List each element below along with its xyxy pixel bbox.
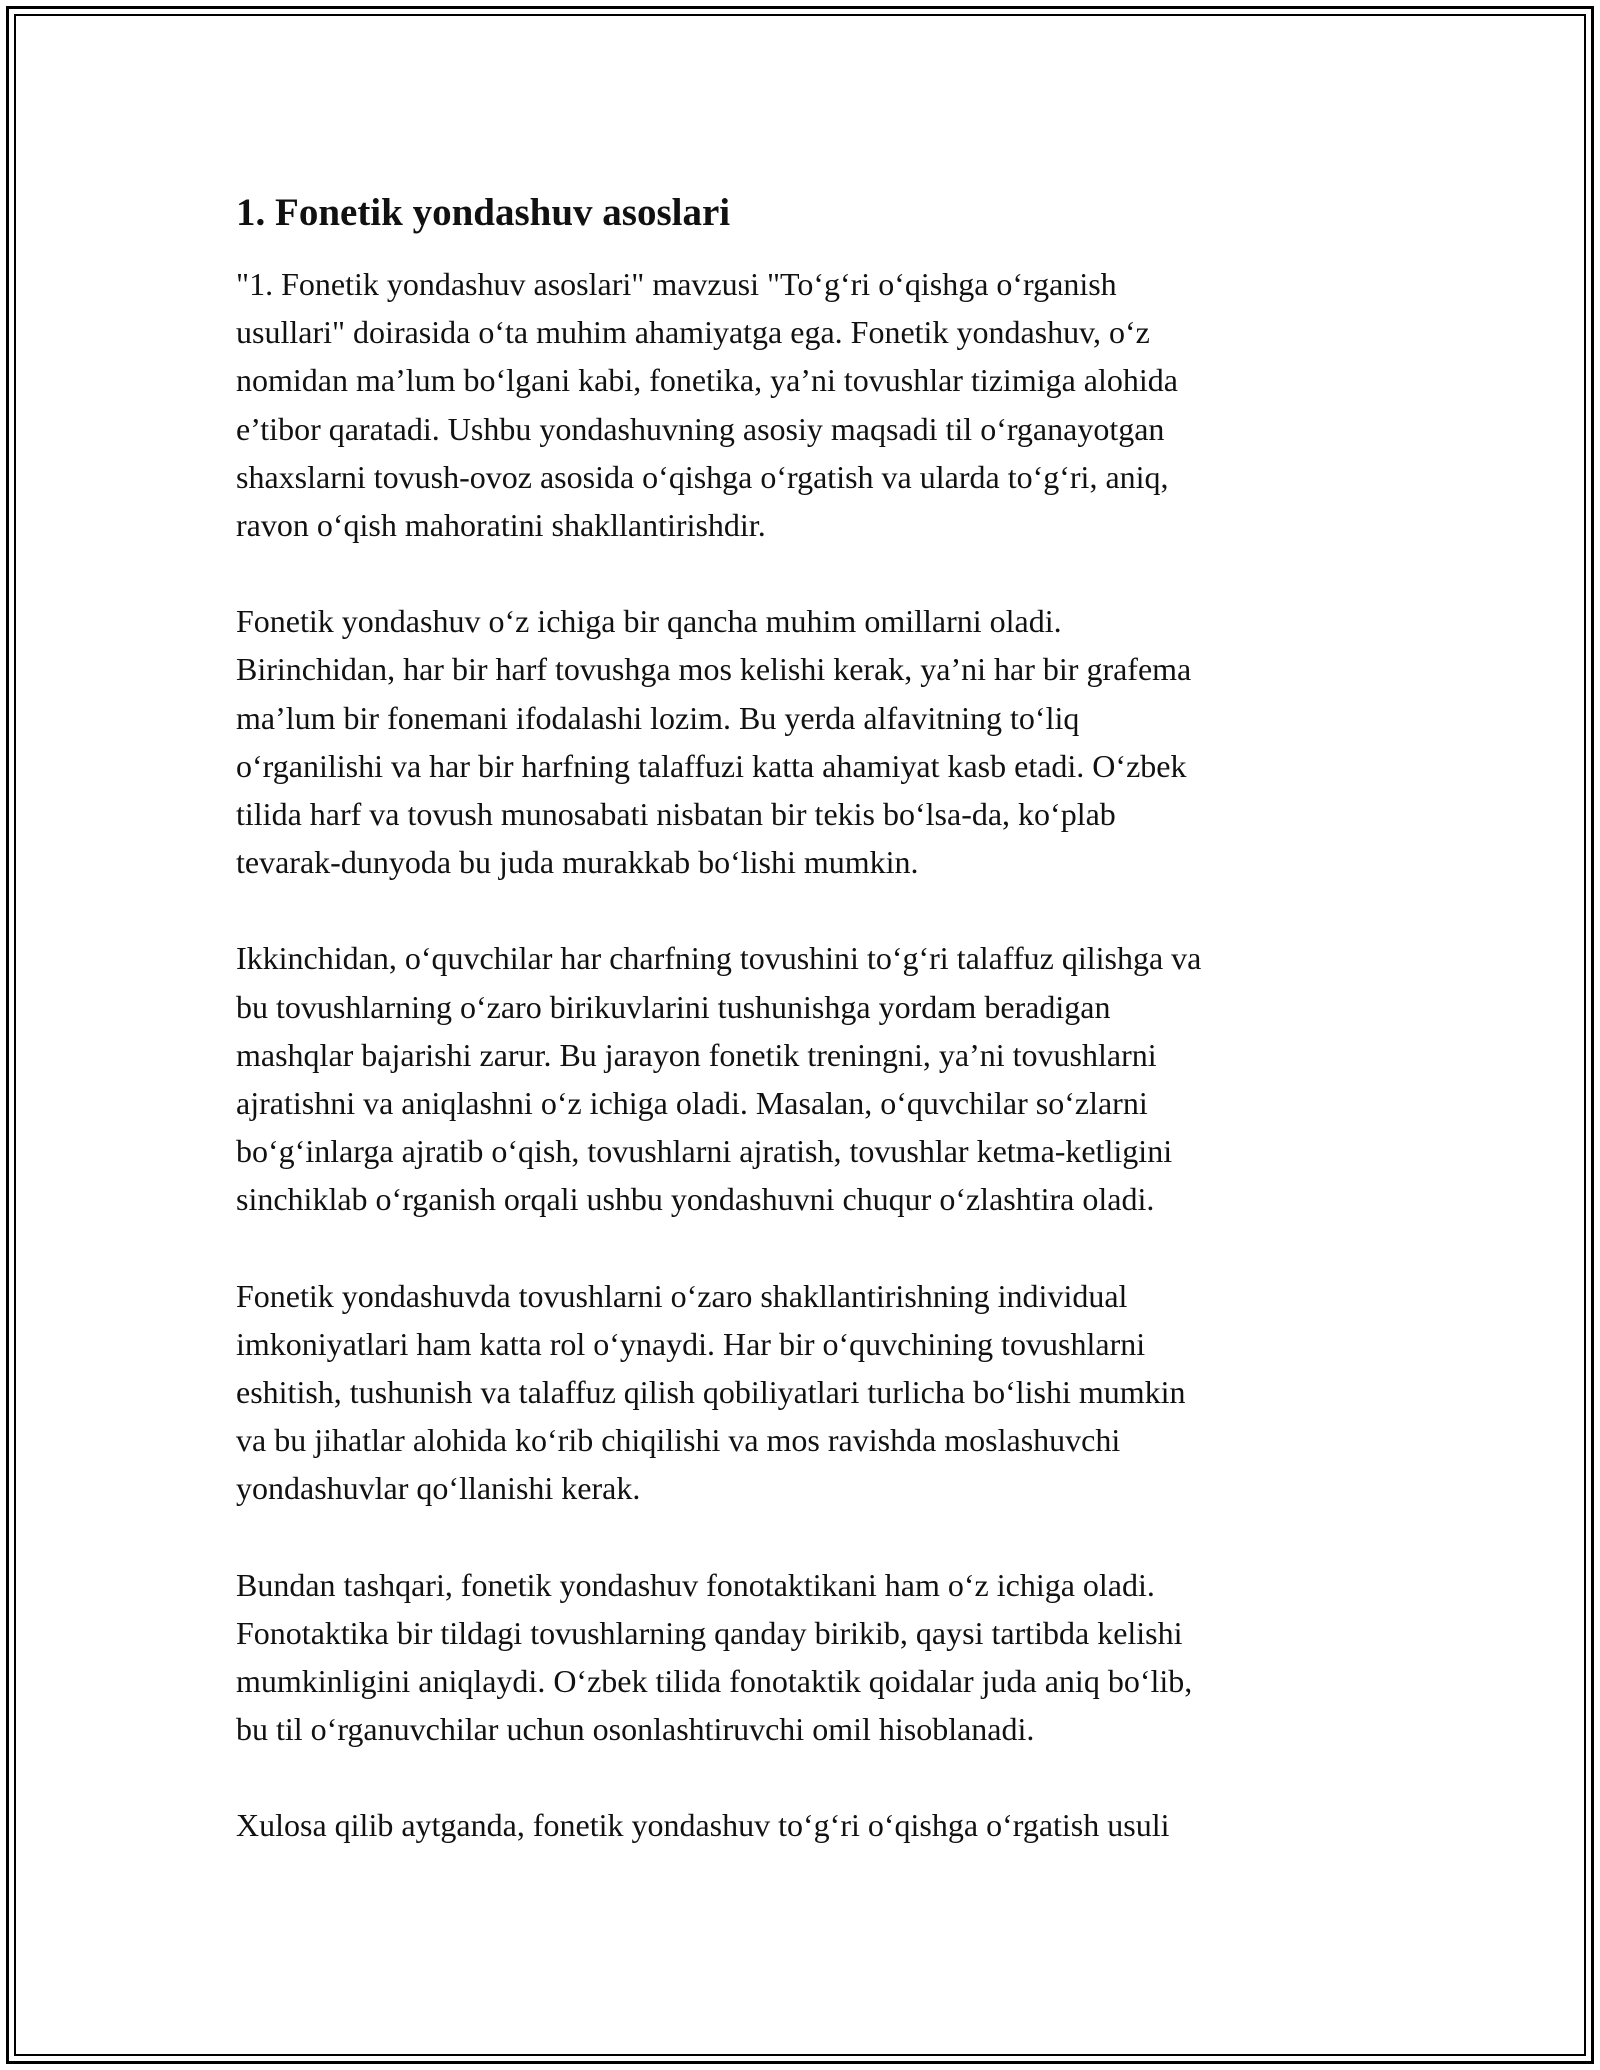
paragraph-5: Bundan tashqari, fonetik yondashuv fonotaktikani ham o‘z ichiga oladi. Fonotaktika bir tildagi tovushlarning qanday birikib, qaysi tartibda kelishi mumkinligini aniqlaydi. O‘zbek tilida fonotaktik qoidalar juda aniq bo‘lib, bu til o‘rganuvchilar uchun osonlashtiruvchi omil hisoblanadi. (236, 1566, 1193, 1748)
paragraph-3: Ikkinchidan, o‘quvchilar har charfning tovushini to‘g‘ri talaffuz qilishga va bu tovushlarning o‘zaro birikuvlarini tushunishga yordam beradigan mashqlar bajarishi zarur. Bu jarayon fonetik treningni, ya’ni tovushlarni ajratishni va aniqlashni o‘z ichiga oladi. Masalan, o‘quvchilar so‘zlarni bo‘g‘inlarga ajratib o‘qish, tovushlarni ajratish, tovushlar ketma-ketligini sinchiklab o‘rganish orqali ushbu yondashuvni chuqur o‘zlashtira oladi. (236, 940, 1202, 1218)
paragraph-1: "1. Fonetik yondashuv asoslari" mavzusi "To‘g‘ri o‘qishga o‘rganish usullari" doirasida o‘ta muhim ahamiyatga ega. Fonetik yondashuv, o‘z nomidan ma’lum bo‘lgani kabi, fonetika, ya’ni tovushlar tizimiga alohida e’tibor qaratadi. Ushbu yondashuvning asosiy maqsadi til o‘rganayotgan shaxslarni tovush-ovoz asosida o‘qishga o‘rgatish va ularda to‘g‘ri, aniq, ravon o‘qish mahoratini shakllantirishdir. (236, 266, 1178, 544)
paragraph-4: Fonetik yondashuvda tovushlarni o‘zaro shakllantirishning individual imkoniyatlari ham katta rol o‘ynaydi. Har bir o‘quvchining tovushlarni eshitish, tushunish va talaffuz qilish qobiliyatlari turlicha bo‘lishi mumkin va bu jihatlar alohida ko‘rib chiqilishi va mos ravishda moslashuvchi yondashuvlar qo‘llanishi kerak. (236, 1277, 1186, 1507)
paragraph-2: Fonetik yondashuv o‘z ichiga bir qancha muhim omillarni oladi. Birinchidan, har bir harf tovushga mos kelishi kerak, ya’ni har bir grafema ma’lum bir fonemani ifodalashi lozim. Bu yerda alfavitning to‘liq o‘rganilishi va har bir harfning talaffuzi katta ahamiyat kasb etadi. O‘zbek tilida harf va tovush munosabati nisbatan bir tekis bo‘lsa-da, ko‘plab tevarak-dunyoda bu juda murakkab bo‘lishi mumkin. (236, 603, 1192, 881)
document-body (236, 186, 1366, 1850)
paragraph-6: Xulosa qilib aytganda, fonetik yondashuv to‘g‘ri o‘qishga o‘rgatish usuli (236, 1807, 1170, 1844)
section-heading: 1. Fonetik yondashuv asoslari (236, 191, 731, 234)
